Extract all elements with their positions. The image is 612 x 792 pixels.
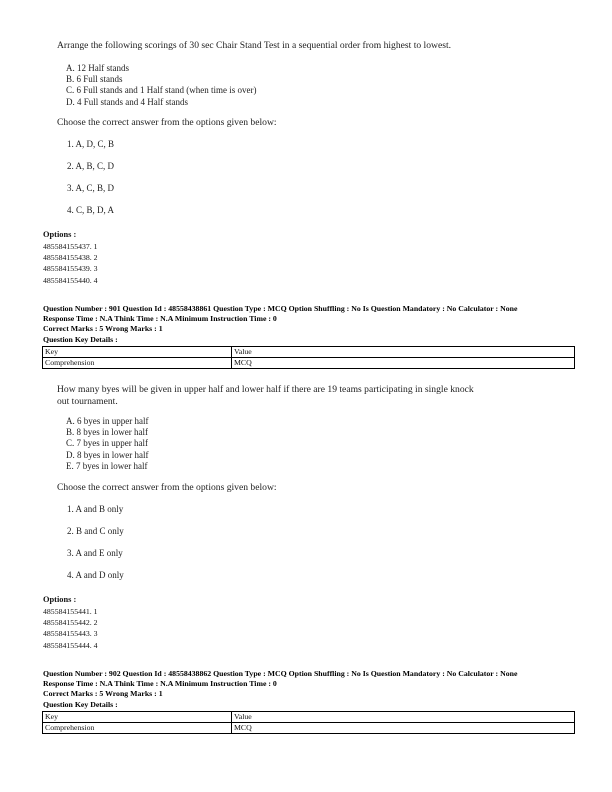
meta-line: Response Time : N.A Think Time : N.A Minimum Instruction Time : 0 — [43, 679, 277, 689]
choice-1: 1. A and B only — [67, 504, 124, 514]
question-b-text-2: out tournament. — [57, 396, 118, 407]
table-row — [43, 723, 575, 734]
choice-1: 1. A, D, C, B — [67, 139, 115, 149]
choice-4: 4. A and D only — [67, 570, 124, 580]
key-details-table — [42, 711, 575, 734]
meta-line: Question Key Details : — [43, 699, 118, 709]
question-902-meta — [43, 669, 517, 710]
list-item: A. 12 Half stands — [66, 63, 129, 73]
table-row — [43, 712, 575, 723]
list-item: E. 7 byes in lower half — [66, 460, 148, 471]
value-header: Value — [232, 347, 575, 358]
choice-3: 3. A, C, B, D — [67, 183, 115, 193]
option-id: 485584155442. 2 — [43, 618, 98, 628]
question-b-instruction: Choose the correct answer from the options given below: — [57, 482, 277, 493]
key-header: Key — [43, 712, 232, 723]
question-b-items — [66, 416, 148, 472]
list-item: C. 7 byes in upper half — [66, 438, 148, 449]
question-a-text: Arrange the following scorings of 30 sec Chair Stand Test in a sequential order from highest to lowest. — [57, 40, 452, 51]
meta-line: Response Time : N.A Think Time : N.A Minimum Instruction Time : 0 — [43, 314, 277, 324]
question-b-text-1: How many byes will be given in upper half and lower half if there are 19 teams participating in single knock — [57, 384, 474, 395]
list-item: C. 6 Full stands and 1 Half stand (when time is over) — [66, 85, 257, 96]
option-id: 485584155440. 4 — [43, 275, 98, 285]
meta-line: Correct Marks : 5 Wrong Marks : 1 — [43, 324, 163, 334]
option-id: 485584155438. 2 — [43, 253, 98, 263]
meta-line: Question Key Details : — [43, 334, 118, 344]
key-cell: Comprehension — [43, 358, 232, 369]
table-row — [43, 358, 575, 369]
list-item: A. 6 byes in upper half — [66, 416, 149, 426]
option-id: 485584155441. 1 — [43, 607, 98, 616]
key-cell: Comprehension — [43, 723, 232, 734]
list-item: B. 6 Full stands — [66, 74, 123, 85]
choice-2: 2. A, B, C, D — [67, 161, 115, 171]
option-ids — [43, 606, 98, 651]
choice-3: 3. A and E only — [67, 548, 123, 558]
meta-line: Correct Marks : 5 Wrong Marks : 1 — [43, 689, 163, 699]
option-id: 485584155437. 1 — [43, 242, 98, 251]
options-label: Options : — [43, 230, 77, 239]
options-label: Options : — [43, 595, 77, 604]
value-cell: MCQ — [232, 358, 575, 369]
key-details-table — [42, 346, 575, 369]
option-id: 485584155444. 4 — [43, 640, 98, 650]
table-row — [43, 347, 575, 358]
meta-line: Question Number : 902 Question Id : 48558438862 Question Type : MCQ Option Shuffling : No Is Question Mandatory : No Calculator : None — [43, 669, 518, 678]
value-header: Value — [232, 712, 575, 723]
question-a-instruction: Choose the correct answer from the options given below: — [57, 117, 277, 128]
option-ids — [43, 241, 98, 286]
list-item: D. 4 Full stands and 4 Half stands — [66, 96, 188, 107]
option-id: 485584155443. 3 — [43, 629, 98, 639]
meta-line: Question Number : 901 Question Id : 48558438861 Question Type : MCQ Option Shuffling : No Is Question Mandatory : No Calculator : None — [43, 304, 518, 313]
choice-4: 4. C, B, D, A — [67, 205, 115, 215]
list-item: D. 8 byes in lower half — [66, 449, 149, 460]
value-cell: MCQ — [232, 723, 575, 734]
list-item: B. 8 byes in lower half — [66, 427, 148, 438]
choice-2: 2. B and C only — [67, 526, 124, 536]
key-header: Key — [43, 347, 232, 358]
option-id: 485584155439. 3 — [43, 264, 98, 274]
question-901-meta — [43, 304, 517, 345]
question-a-items — [66, 63, 256, 108]
